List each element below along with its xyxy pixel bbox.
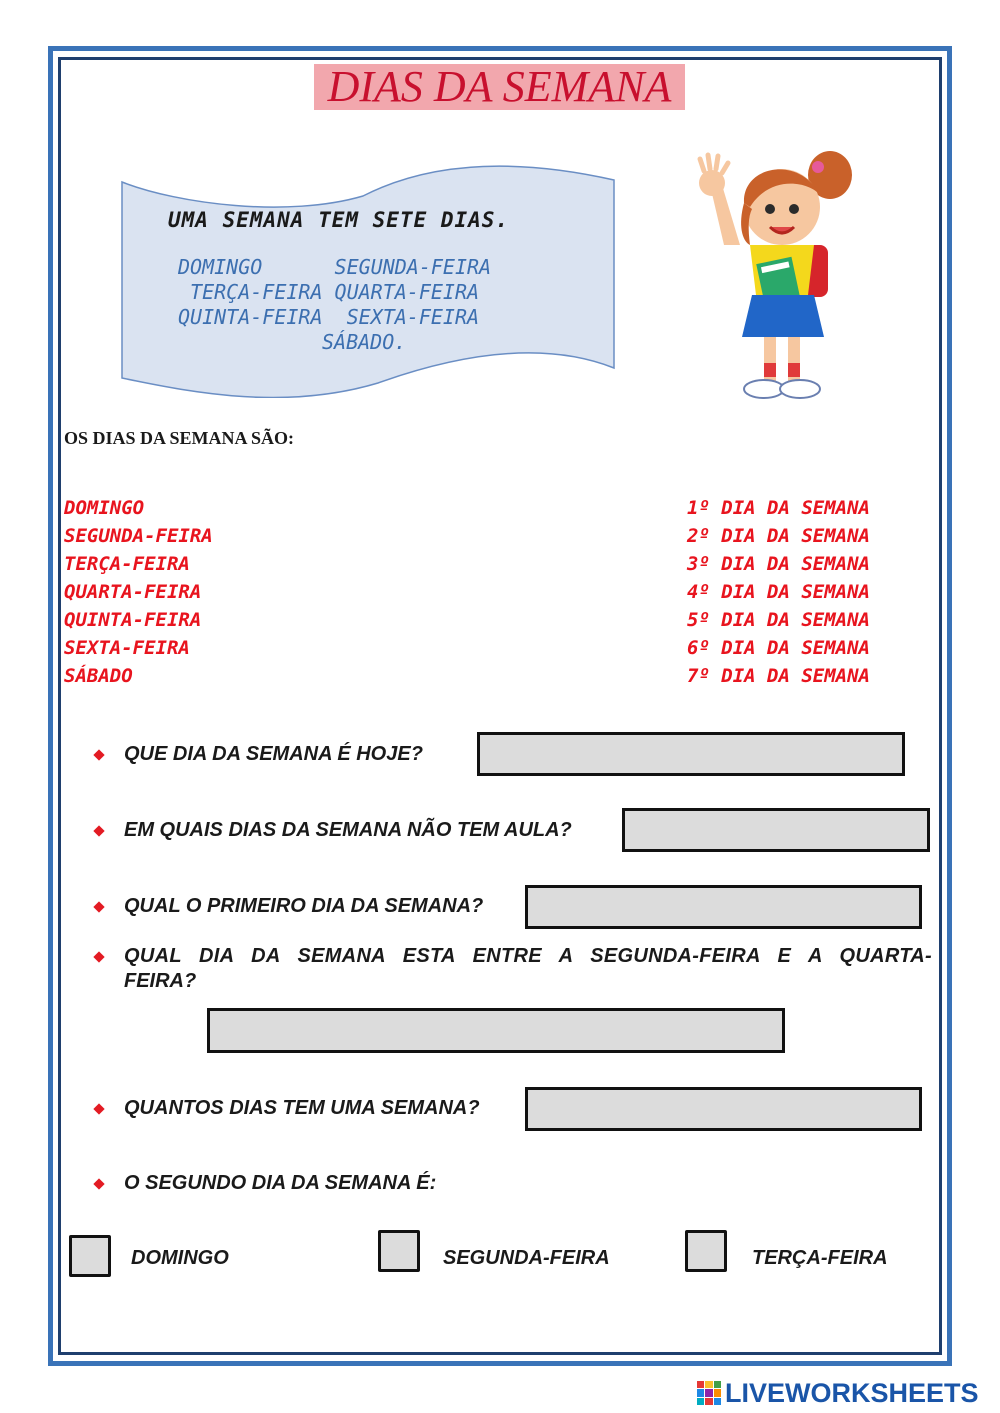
day-ordinal: 5º DIA DA SEMANA xyxy=(686,609,870,631)
day-name: QUINTA-FEIRA xyxy=(64,609,202,631)
day-row xyxy=(64,609,870,637)
day-ordinal: 7º DIA DA SEMANA xyxy=(686,665,870,687)
liveworksheets-logo-icon xyxy=(697,1381,721,1405)
day-name: SEGUNDA-FEIRA xyxy=(64,525,213,547)
banner-line: QUINTA-FEIRA SEXTA-FEIRA xyxy=(178,305,480,329)
option-label: DOMINGO xyxy=(131,1247,229,1269)
day-ordinal: 4º DIA DA SEMANA xyxy=(686,581,870,603)
answer-input-first-day[interactable] xyxy=(525,885,922,929)
question-text: QUAL DIA DA SEMANA ESTA ENTRE A SEGUNDA-FEIRA E A QUARTA- xyxy=(124,945,932,967)
page-title: DIAS DA SEMANA xyxy=(314,64,685,110)
day-ordinal: 6º DIA DA SEMANA xyxy=(686,637,870,659)
brand-name: LIVEWORKSHEETS xyxy=(725,1377,979,1408)
question-text: QUAL O PRIMEIRO DIA DA SEMANA? xyxy=(124,895,484,917)
brand-watermark xyxy=(697,1378,979,1408)
day-name: TERÇA-FEIRA xyxy=(64,553,190,575)
day-ordinal: 2º DIA DA SEMANA xyxy=(686,525,870,547)
banner-heading: UMA SEMANA TEM SETE DIAS. xyxy=(168,208,510,232)
banner-line: DOMINGO SEGUNDA-FEIRA xyxy=(178,255,492,279)
day-name: QUARTA-FEIRA xyxy=(64,581,202,603)
answer-input-no-school-days[interactable] xyxy=(622,808,930,852)
answer-input-between-days[interactable] xyxy=(207,1008,785,1053)
question-text: QUE DIA DA SEMANA É HOJE? xyxy=(124,743,423,765)
answer-input-today[interactable] xyxy=(477,732,905,776)
question-text: EM QUAIS DIAS DA SEMANA NÃO TEM AULA? xyxy=(124,819,572,841)
day-row xyxy=(64,665,870,693)
day-row xyxy=(64,525,870,553)
day-name: SEXTA-FEIRA xyxy=(64,637,190,659)
day-row xyxy=(64,581,870,609)
question-text: O SEGUNDO DIA DA SEMANA É: xyxy=(124,1172,437,1194)
question-text: QUANTOS DIAS TEM UMA SEMANA? xyxy=(124,1097,480,1119)
checkbox-domingo[interactable] xyxy=(69,1235,111,1277)
option-label: SEGUNDA-FEIRA xyxy=(443,1247,610,1269)
day-row xyxy=(64,497,870,525)
banner-line: TERÇA-FEIRA QUARTA-FEIRA xyxy=(178,280,480,304)
day-ordinal: 1º DIA DA SEMANA xyxy=(686,497,870,519)
girl-illustration xyxy=(690,145,865,410)
day-name: SÁBADO xyxy=(64,665,133,687)
list-title: OS DIAS DA SEMANA SÃO: xyxy=(64,428,295,448)
day-name: DOMINGO xyxy=(64,497,145,519)
question-text: FEIRA? xyxy=(124,970,197,992)
checkbox-segunda-feira[interactable] xyxy=(378,1230,420,1272)
day-ordinal: 3º DIA DA SEMANA xyxy=(686,553,870,575)
option-label: TERÇA-FEIRA xyxy=(752,1247,888,1269)
banner-line: SÁBADO. xyxy=(322,330,407,354)
day-row xyxy=(64,553,870,581)
day-row xyxy=(64,637,870,665)
checkbox-terca-feira[interactable] xyxy=(685,1230,727,1272)
answer-input-days-count[interactable] xyxy=(525,1087,922,1131)
